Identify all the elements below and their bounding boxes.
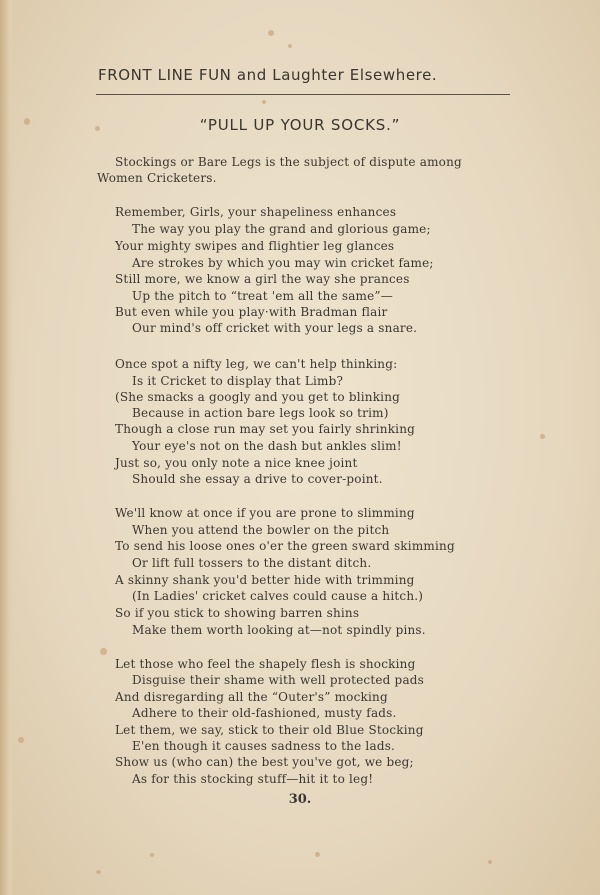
poem-line: Your mighty swipes and flightier leg glances xyxy=(115,239,395,253)
poem-line: Remember, Girls, your shapeliness enhances xyxy=(115,205,397,219)
poem-line: To send his loose ones o'er the green sward skimming xyxy=(115,539,455,553)
poem-line: Adhere to their old-fashioned, musty fads. xyxy=(132,706,397,720)
poem-line: (She smacks a googly and you get to blinking xyxy=(115,390,401,404)
poem-line: (In Ladies' cricket calves could cause a hitch.) xyxy=(132,589,424,603)
poem-line: Up the pitch to “treat 'em all the same”— xyxy=(132,289,393,303)
poem-title: “PULL UP YOUR SOCKS.” xyxy=(199,116,401,134)
poem-line: Our mind's off cricket with your legs a snare. xyxy=(132,321,418,335)
poem-line: We'll know at once if you are prone to slimming xyxy=(115,506,415,520)
poem-line: Or lift full tossers to the distant ditch. xyxy=(132,556,372,570)
poem-line: The way you play the grand and glorious game; xyxy=(132,222,431,236)
page-number: 30. xyxy=(288,792,312,807)
poem-line: Once spot a nifty leg, we can't help thinking: xyxy=(115,357,398,371)
poem-line: Because in action bare legs look so trim) xyxy=(132,406,389,420)
poem-line: Show us (who can) the best you've got, we beg; xyxy=(115,755,414,769)
poem-line: A skinny shank you'd better hide with trimming xyxy=(115,573,415,587)
poem-line: When you attend the bowler on the pitch xyxy=(132,523,390,537)
poem-line: As for this stocking stuff—hit it to leg! xyxy=(132,772,374,786)
poem-line: Make them worth looking at—not spindly pins. xyxy=(132,623,426,637)
poem-line: So if you stick to showing barren shins xyxy=(115,606,360,620)
poem-line: Just so, you only note a nice knee joint xyxy=(115,456,358,470)
poem-line: Is it Cricket to display that Limb? xyxy=(132,374,344,388)
page-gutter-edge xyxy=(0,0,14,895)
intro-line: Stockings or Bare Legs is the subject of dispute among xyxy=(115,155,462,169)
running-header: FRONT LINE FUN and Laughter Elsewhere. xyxy=(98,66,438,84)
poem-line: E'en though it causes sadness to the lads. xyxy=(132,739,396,753)
poem-line: But even while you play·with Bradman flair xyxy=(115,305,388,319)
poem-line: Still more, we know a girl the way she prances xyxy=(115,272,410,286)
intro-line: Women Cricketers. xyxy=(97,171,217,185)
poem-line: And disregarding all the “Outer's” mocking xyxy=(115,690,388,704)
poem-line: Are strokes by which you may win cricket fame; xyxy=(132,256,434,270)
poem-line: Though a close run may set you fairly shrinking xyxy=(115,422,416,436)
poem-line: Your eye's not on the dash but ankles slim! xyxy=(132,439,402,453)
poem-line: Let them, we say, stick to their old Blue Stocking xyxy=(115,723,424,737)
poem-line: Should she essay a drive to cover-point. xyxy=(132,472,383,486)
poem-line: Let those who feel the shapely flesh is shocking xyxy=(115,657,416,671)
poem-line: Disguise their shame with well protected pads xyxy=(132,673,425,687)
header-rule xyxy=(96,94,510,95)
